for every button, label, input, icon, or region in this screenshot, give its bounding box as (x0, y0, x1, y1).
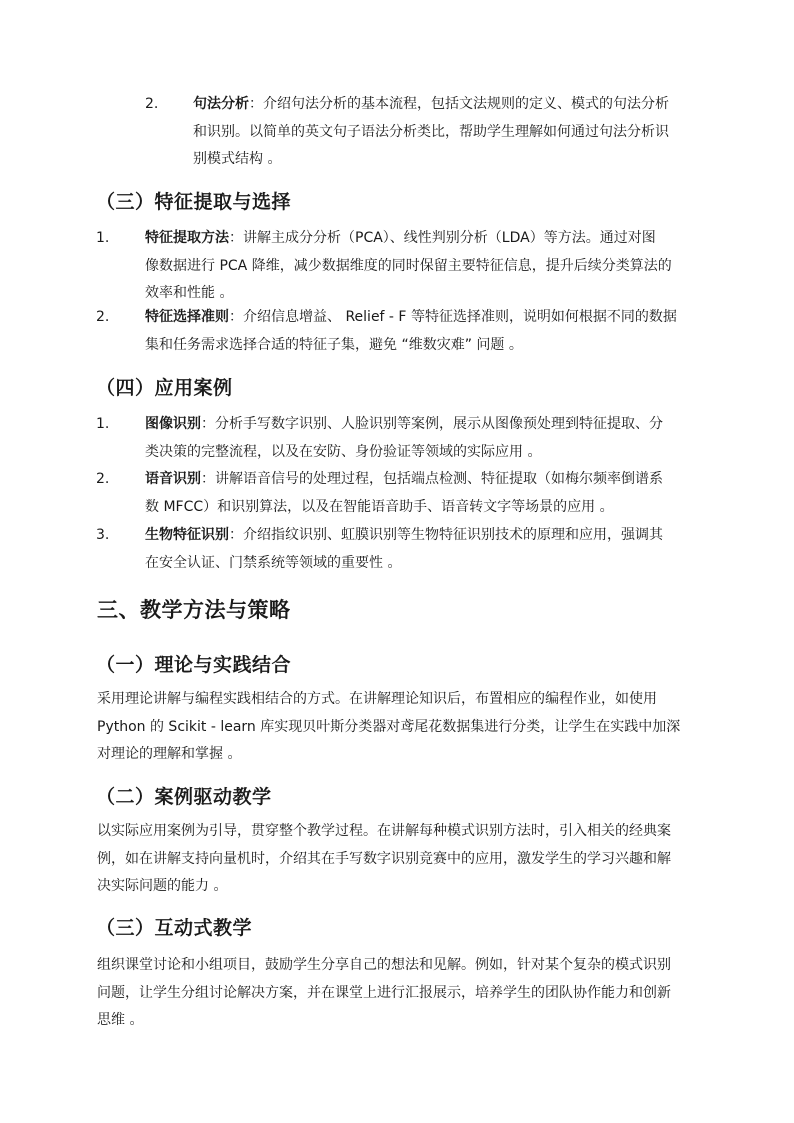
para-line: 组织课堂讨论和小组项目，鼓励学生分享自己的想法和见解。例如，针对某个复杂的模式识别 (97, 957, 671, 973)
para-line: 以实际应用案例为引导，贯穿整个教学过程。在讲解每种模式识别方法时，引入相关的经典案 (97, 823, 671, 839)
list-term: 句法分析 (193, 96, 249, 112)
para-line: 决实际问题的能力 。 (97, 878, 228, 895)
para-line: Python 的 Scikit - learn 库实现贝叶斯分类器对鸢尾花数据集进行分类，让学生在实践中加深 (97, 718, 681, 735)
list-line: 数 MFCC）和识别算法，以及在智能语音助手、语音转文字等场景的应用 。 (145, 498, 614, 515)
list-line: 别模式结构 。 (193, 151, 282, 168)
list-line: 生物特征识别：介绍指纹识别、虹膜识别等生物特征识别技术的原理和应用，强调其 (145, 527, 663, 543)
para-line: 例，如在讲解支持向量机时，介绍其在手写数字识别竞赛中的应用，激发学生的学习兴趣和解 (97, 850, 671, 867)
paragraph-theory-practice (97, 686, 701, 769)
para-line: 问题，让学生分组讨论解决方案，并在课堂上进行汇报展示，培养学生的团队协作能力和创新 (97, 984, 671, 1001)
list-line: 在安全认证、门禁系统等领域的重要性 。 (145, 554, 402, 571)
paragraph-case-driven (97, 818, 701, 901)
para-line: 思维 。 (97, 1012, 144, 1029)
section-heading-cases: （四）应用案例 (96, 377, 233, 399)
list-number: 2. (145, 96, 159, 112)
list-number: 1. (96, 416, 110, 432)
list-line: 特征选择准则：介绍信息增益、 Relief - F 等特征选择准则，说明如何根据不同的数据 (145, 309, 677, 325)
list-term: 图像识别 (145, 416, 201, 432)
list-line: 句法分析：介绍句法分析的基本流程，包括文法规则的定义、模式的句法分析 (193, 96, 669, 112)
list-number: 2. (96, 309, 110, 325)
paragraph-interactive (97, 952, 701, 1035)
list-number: 3. (96, 527, 110, 543)
list-line: 语音识别：讲解语音信号的处理过程，包括端点检测、特征提取（如梅尔频率倒谱系 (145, 471, 663, 487)
list-line: 特征提取方法：讲解主成分分析（PCA）、线性判别分析（LDA）等方法。通过对图 (145, 230, 656, 246)
list-line: 图像识别：分析手写数字识别、人脸识别等案例，展示从图像预处理到特征提取、分 (145, 416, 663, 432)
list-term: 生物特征识别 (145, 527, 229, 543)
section-heading-case-driven: （二）案例驱动教学 (96, 786, 272, 808)
section-heading-interactive: （三）互动式教学 (96, 917, 253, 939)
list-line: 效率和性能 。 (145, 285, 234, 302)
list-term: 特征提取方法 (145, 230, 229, 246)
list-number: 1. (96, 230, 110, 246)
list-number: 2. (96, 471, 110, 487)
para-line: 对理论的理解和掌握 。 (97, 746, 242, 763)
list-line: 和识别。以简单的英文句子语法分析类比，帮助学生理解如何通过句法分析识 (193, 123, 669, 140)
list-term: 特征选择准则 (145, 309, 229, 325)
list-line: 集和任务需求选择合适的特征子集，避免 “维数灾难” 问题 。 (145, 336, 523, 353)
list-line: 类决策的完整流程，以及在安防、身份验证等领域的实际应用 。 (145, 443, 542, 460)
para-line: 采用理论讲解与编程实践相结合的方式。在讲解理论知识后，布置相应的编程作业，如使用 (97, 691, 657, 707)
list-term: 语音识别 (145, 471, 201, 487)
section-heading-feature: （三）特征提取与选择 (96, 191, 292, 213)
section-heading-theory-practice: （一）理论与实践结合 (96, 654, 292, 676)
list-line: 像数据进行 PCA 降维，减少数据维度的同时保留主要特征信息，提升后续分类算法的 (145, 257, 672, 274)
chapter-heading-teaching-methods: 三、教学方法与策略 (97, 598, 291, 622)
